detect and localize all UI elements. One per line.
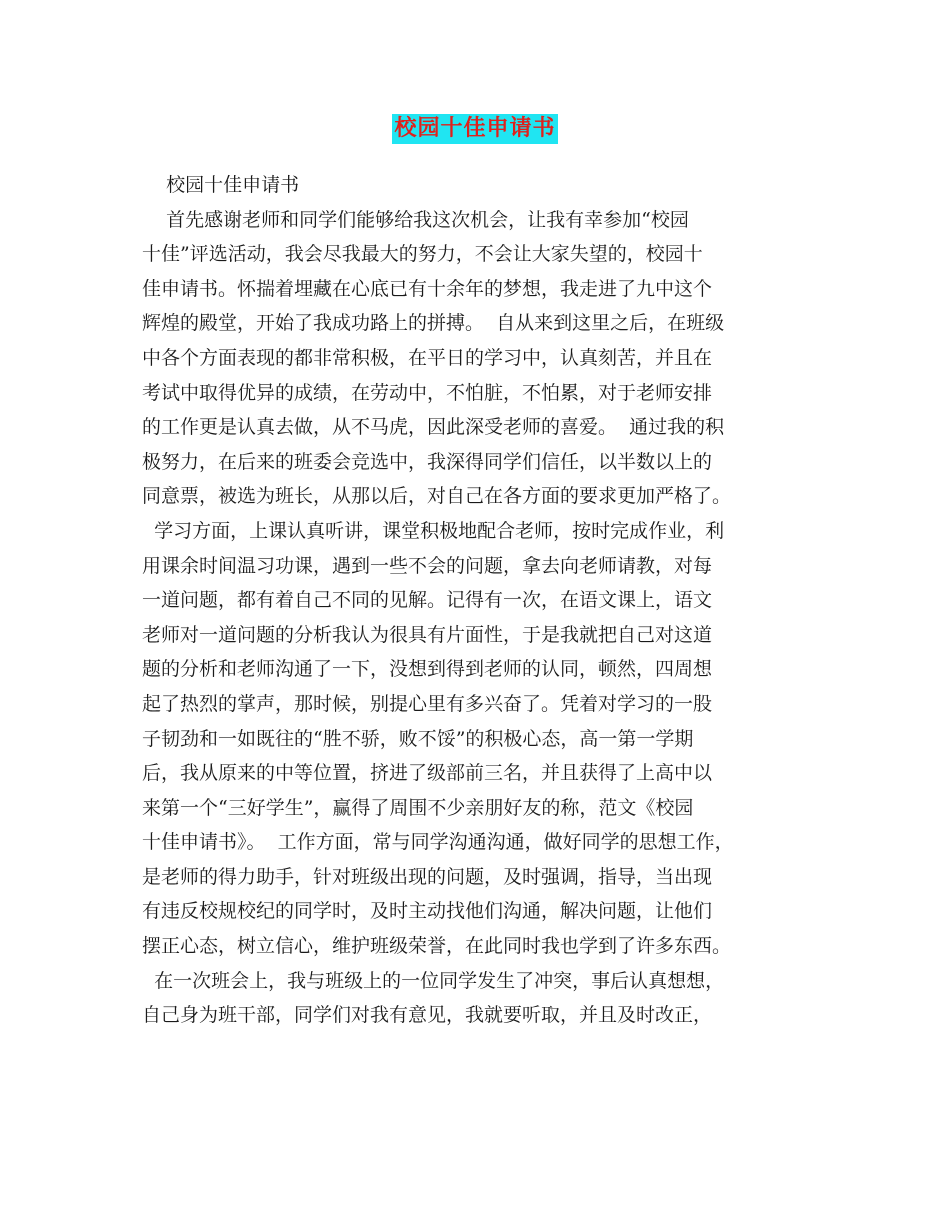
body-line: 来第一个“三好学生”，赢得了周围不少亲朋好友的称，范文《校园 <box>142 796 694 819</box>
body-line: 老师对一道问题的分析我认为很具有片面性，于是我就把自己对这道 <box>142 623 713 646</box>
body-line: 学习方面，上课认真听讲，课堂积极地配合老师，按时完成作业，利 <box>142 519 725 542</box>
body-line: 自己身为班干部，同学们对我有意见，我就要听取，并且及时改正， <box>142 1004 713 1027</box>
body-line: 校园十佳申请书 <box>142 174 300 196</box>
body-line: 首先感谢老师和同学们能够给我这次机会，让我有幸参加“校园 <box>142 208 689 231</box>
body-line: 考试中取得优异的成绩，在劳动中，不怕脏，不怕累，对于老师安排 <box>142 381 713 404</box>
body-line: 起了热烈的掌声，那时候，别提心里有多兴奋了。凭着对学习的一股 <box>142 692 713 715</box>
body-line: 十佳申请书》。 工作方面，常与同学沟通沟通，做好同学的思想工作， <box>142 831 734 854</box>
body-line: 是老师的得力助手，针对班级出现的问题，及时强调，指导，当出现 <box>142 865 713 888</box>
body-line: 十佳”评选活动，我会尽我最大的努力，不会让大家失望的，校园十 <box>142 243 703 266</box>
body-line: 中各个方面表现的都非常积极，在平日的学习中，认真刻苦，并且在 <box>142 346 713 369</box>
body-line: 同意票，被选为班长，从那以后，对自己在各方面的要求更加严格了。 <box>142 485 732 508</box>
body-line: 用课余时间温习功课，遇到一些不会的问题，拿去向老师请教，对每 <box>142 554 713 577</box>
document-body <box>142 168 822 1033</box>
body-line: 的工作更是认真去做，从不马虎，因此深受老师的喜爱。 通过我的积 <box>142 416 725 439</box>
body-line: 后，我从原来的中等位置，挤进了级部前三名，并且获得了上高中以 <box>142 762 713 785</box>
title-container <box>0 114 950 144</box>
body-line: 佳申请书。怀揣着埋藏在心底已有十余年的梦想，我走进了九中这个 <box>142 277 713 300</box>
body-line: 辉煌的殿堂，开始了我成功路上的拼搏。 自从来到这里之后，在班级 <box>142 312 725 335</box>
body-line: 题的分析和老师沟通了一下，没想到得到老师的认同，顿然，四周想 <box>142 658 713 681</box>
body-line: 极努力，在后来的班委会竞选中，我深得同学们信任，以半数以上的 <box>142 450 713 473</box>
document-title: 校园十佳申请书 <box>392 114 557 144</box>
body-line: 在一次班会上，我与班级上的一位同学发生了冲突，事后认真想想， <box>142 969 725 992</box>
body-line: 摆正心态，树立信心，维护班级荣誉，在此同时我也学到了许多东西。 <box>142 935 732 958</box>
body-line: 一道问题，都有着自己不同的见解。记得有一次，在语文课上，语文 <box>142 589 713 612</box>
body-line: 子韧劲和一如既往的“胜不骄，败不馁”的积极心态，高一第一学期 <box>142 727 694 750</box>
body-line: 有违反校规校纪的同学时，及时主动找他们沟通，解决问题，让他们 <box>142 900 713 923</box>
